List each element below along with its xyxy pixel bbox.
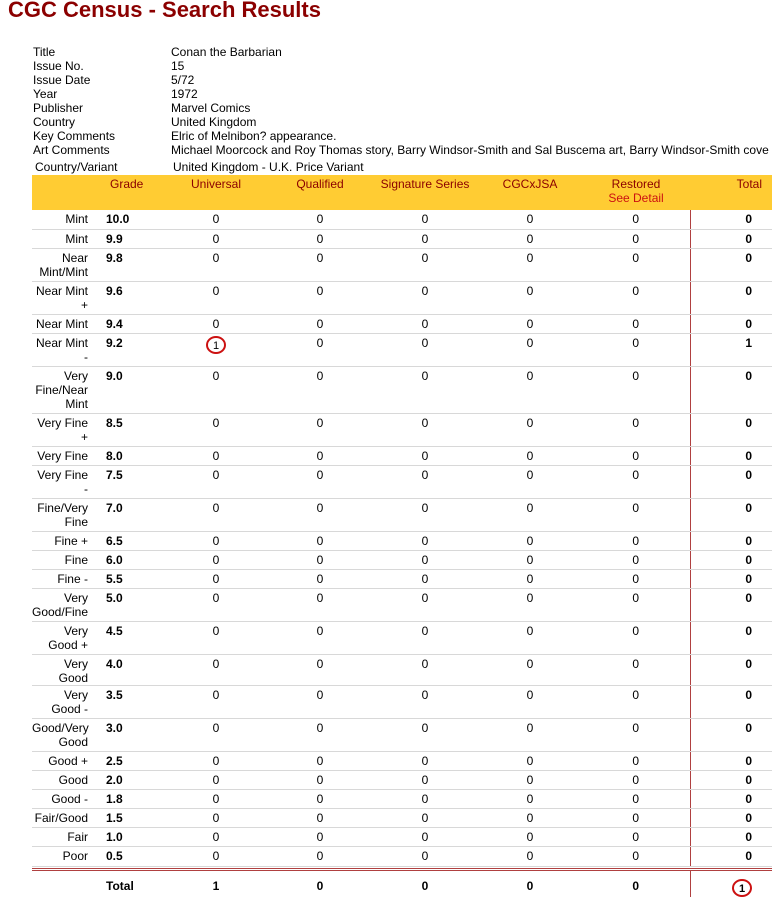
cgcxjsa-count: 0: [478, 621, 582, 654]
table-row: [32, 248, 772, 281]
table-row: [32, 621, 772, 654]
restored-count: 0: [582, 808, 690, 827]
table-row: [32, 531, 772, 550]
table-row: [32, 654, 772, 685]
grade-number: 9.0: [98, 366, 164, 413]
restored-count: 0: [582, 366, 690, 413]
signature-count: 0: [372, 654, 478, 685]
grade-description: Very Fine/Near Mint: [32, 366, 98, 413]
info-value: 5/72: [171, 73, 195, 87]
grade-number: 8.0: [98, 446, 164, 465]
total-count: 0: [690, 808, 772, 827]
cgcxjsa-count: 0: [478, 654, 582, 685]
grand-total-value: 1: [732, 879, 752, 897]
qualified-count: 0: [268, 550, 372, 569]
info-row: [33, 73, 769, 87]
restored-count: 0: [582, 588, 690, 621]
universal-count: 0: [164, 789, 268, 808]
grade-description: Mint: [32, 229, 98, 248]
universal-count: 0: [164, 569, 268, 588]
census-table: [32, 175, 772, 897]
restored-count: 0: [582, 314, 690, 333]
grade-number: 5.5: [98, 569, 164, 588]
info-row: [33, 129, 769, 143]
cgcxjsa-count: 0: [478, 210, 582, 229]
signature-count: 0: [372, 413, 478, 446]
grade-number: 3.0: [98, 718, 164, 751]
grade-number: 6.5: [98, 531, 164, 550]
grade-description: Fair: [32, 827, 98, 846]
page-title: CGC Census - Search Results: [8, 0, 321, 22]
total-count: 0: [690, 789, 772, 808]
table-row: [32, 588, 772, 621]
cgcxjsa-count: 0: [478, 314, 582, 333]
qualified-count: 0: [268, 531, 372, 550]
restored-count: 0: [582, 789, 690, 808]
info-label: Art Comments: [33, 143, 110, 157]
grade-description: Poor: [32, 846, 98, 866]
restored-count: 0: [582, 413, 690, 446]
grade-number: 9.4: [98, 314, 164, 333]
grade-number: 9.2: [98, 333, 164, 366]
cgcxjsa-count: 0: [478, 229, 582, 248]
info-value: Elric of Melnibon? appearance.: [171, 129, 337, 143]
info-label: Key Comments: [33, 129, 116, 143]
total-count: 0: [690, 248, 772, 281]
universal-count: 0: [164, 229, 268, 248]
info-row: [33, 101, 769, 115]
total-count: 0: [690, 366, 772, 413]
total-count: 0: [690, 229, 772, 248]
table-row: [32, 210, 772, 229]
qualified-count: 0: [268, 229, 372, 248]
universal-count: 0: [164, 621, 268, 654]
info-label: Country: [33, 115, 76, 129]
total-count: 0: [690, 314, 772, 333]
signature-count: 0: [372, 229, 478, 248]
qualified-count: 0: [268, 446, 372, 465]
universal-count: 0: [164, 751, 268, 770]
grade-number: 2.5: [98, 751, 164, 770]
grade-description: Very Fine: [32, 446, 98, 465]
qualified-total: 0: [316, 878, 324, 893]
signature-count: 0: [372, 248, 478, 281]
cgcxjsa-count: 0: [478, 846, 582, 866]
universal-count: 0: [164, 550, 268, 569]
grade-description: Very Fine -: [32, 465, 98, 498]
info-value: United Kingdom: [171, 115, 257, 129]
cgcxjsa-count: 0: [478, 789, 582, 808]
qualified-count: 0: [268, 751, 372, 770]
table-row: [32, 789, 772, 808]
grade-number: 7.0: [98, 498, 164, 531]
restored-count: 0: [582, 446, 690, 465]
signature-count: 0: [372, 465, 478, 498]
universal-count: 0: [164, 588, 268, 621]
universal-header: Universal: [164, 175, 268, 210]
table-row: [32, 498, 772, 531]
signature-count: 0: [372, 718, 478, 751]
signature-count: 0: [372, 498, 478, 531]
signature-count: 0: [372, 770, 478, 789]
qualified-count: 0: [268, 770, 372, 789]
info-label: Issue No.: [33, 59, 84, 73]
cgcxjsa-count: 0: [478, 808, 582, 827]
signature-count: 0: [372, 366, 478, 413]
restored-count: 0: [582, 751, 690, 770]
total-count: 1: [690, 333, 772, 366]
grade-description: Fine/Very Fine: [32, 498, 98, 531]
table-row: [32, 846, 772, 866]
signature-count: 0: [372, 569, 478, 588]
restored-count: 0: [582, 498, 690, 531]
universal-count: 0: [164, 248, 268, 281]
info-value: Conan the Barbarian: [171, 45, 282, 59]
table-row: [32, 465, 772, 498]
grade-number: 9.8: [98, 248, 164, 281]
table-row: [32, 550, 772, 569]
totals-spacer: [32, 869, 98, 897]
grade-header: Grade: [32, 175, 164, 210]
grade-number: 3.5: [98, 685, 164, 718]
total-count: 0: [690, 588, 772, 621]
signature-count: 0: [372, 281, 478, 314]
grade-number: 10.0: [98, 210, 164, 229]
total-count: 0: [690, 846, 772, 866]
qualified-count: 0: [268, 685, 372, 718]
qualified-count: 0: [268, 498, 372, 531]
info-row: [33, 115, 769, 129]
grade-description: Fine -: [32, 569, 98, 588]
total-count: 0: [690, 446, 772, 465]
info-label: Publisher: [33, 101, 84, 115]
grade-number: 6.0: [98, 550, 164, 569]
cgcxjsa-count: 0: [478, 281, 582, 314]
restored-count: 0: [582, 229, 690, 248]
grade-number: 9.9: [98, 229, 164, 248]
qualified-count: 0: [268, 333, 372, 366]
qualified-count: 0: [268, 281, 372, 314]
grade-number: 8.5: [98, 413, 164, 446]
total-count: 0: [690, 621, 772, 654]
qualified-count: 0: [268, 210, 372, 229]
table-row: [32, 413, 772, 446]
signature-count: 0: [372, 621, 478, 654]
universal-count: 0: [164, 654, 268, 685]
table-header-row: [32, 175, 772, 210]
total-count: 0: [690, 751, 772, 770]
grade-description: Good/Very Good: [32, 718, 98, 751]
cgcxjsa-count: 0: [478, 498, 582, 531]
universal-count: 0: [164, 465, 268, 498]
cgcxjsa-count: 0: [478, 465, 582, 498]
country-variant-label: Country/Variant: [35, 160, 118, 174]
cgcxjsa-count: 0: [478, 366, 582, 413]
cgcxjsa-count: 0: [478, 333, 582, 366]
grand-total: [690, 869, 772, 897]
total-count: 0: [690, 531, 772, 550]
issue-info: [33, 45, 769, 157]
signature-count: 0: [372, 588, 478, 621]
qualified-count: 0: [268, 808, 372, 827]
qualified-count: 0: [268, 366, 372, 413]
restored-label: Restored: [611, 177, 661, 191]
info-row: [33, 87, 769, 101]
table-row: [32, 366, 772, 413]
table-row: [32, 685, 772, 718]
restored-total: 0: [582, 869, 690, 897]
signature-count: 0: [372, 333, 478, 366]
signature-count: 0: [372, 314, 478, 333]
total-count: 0: [690, 465, 772, 498]
grade-number: 1.0: [98, 827, 164, 846]
table-row: [32, 229, 772, 248]
info-label: Year: [33, 87, 58, 101]
grade-number: 7.5: [98, 465, 164, 498]
restored-count: 0: [582, 621, 690, 654]
cgcxjsa-count: 0: [478, 531, 582, 550]
restored-count: 0: [582, 550, 690, 569]
signature-count: 0: [372, 210, 478, 229]
restored-count: 0: [582, 210, 690, 229]
signature-count: 0: [372, 550, 478, 569]
universal-count: [164, 333, 268, 366]
restored-count: 0: [582, 654, 690, 685]
grade-description: Near Mint +: [32, 281, 98, 314]
info-row: [33, 59, 769, 73]
grade-description: Good: [32, 770, 98, 789]
cgcxjsa-count: 0: [478, 569, 582, 588]
qualified-count: 0: [268, 827, 372, 846]
country-variant: [35, 160, 364, 174]
restored-count: 0: [582, 248, 690, 281]
universal-count: 0: [164, 413, 268, 446]
totals-row: [32, 869, 772, 897]
grade-description: Good -: [32, 789, 98, 808]
restored-count: 0: [582, 333, 690, 366]
universal-count: 0: [164, 827, 268, 846]
signature-count: 0: [372, 751, 478, 770]
universal-count: 0: [164, 446, 268, 465]
grade-number: 5.0: [98, 588, 164, 621]
grade-description: Very Fine +: [32, 413, 98, 446]
qualified-header: Qualified: [268, 175, 372, 210]
grade-description: Very Good +: [32, 621, 98, 654]
grade-number: 9.6: [98, 281, 164, 314]
grade-number: 4.5: [98, 621, 164, 654]
universal-count: 0: [164, 685, 268, 718]
table-row: [32, 281, 772, 314]
cgcxjsa-total: 0: [526, 878, 534, 893]
total-count: 0: [690, 685, 772, 718]
table-row: [32, 569, 772, 588]
universal-count-value: 1: [206, 336, 226, 354]
signature-series-header: Signature Series: [372, 175, 478, 210]
cgcxjsa-header: CGCxJSA: [478, 175, 582, 210]
total-count: 0: [690, 550, 772, 569]
see-detail-link[interactable]: See Detail: [608, 191, 664, 205]
qualified-count: 0: [268, 621, 372, 654]
cgcxjsa-count: 0: [478, 685, 582, 718]
table-row: [32, 770, 772, 789]
restored-count: 0: [582, 718, 690, 751]
grade-number: 2.0: [98, 770, 164, 789]
grade-description: Good +: [32, 751, 98, 770]
universal-count: 0: [164, 531, 268, 550]
grade-number: 0.5: [98, 846, 164, 866]
grade-description: Very Good: [32, 654, 98, 685]
restored-count: 0: [582, 465, 690, 498]
qualified-count: 0: [268, 789, 372, 808]
table-row: [32, 751, 772, 770]
total-count: 0: [690, 413, 772, 446]
total-count: 0: [690, 654, 772, 685]
qualified-count: 0: [268, 248, 372, 281]
universal-count: 0: [164, 498, 268, 531]
signature-count: 0: [372, 446, 478, 465]
info-value: Marvel Comics: [171, 101, 251, 115]
table-row: [32, 827, 772, 846]
info-row: [33, 45, 769, 59]
total-count: 0: [690, 827, 772, 846]
qualified-count: 0: [268, 314, 372, 333]
grade-description: Fine +: [32, 531, 98, 550]
signature-total: 0: [421, 878, 429, 893]
qualified-count: 0: [268, 569, 372, 588]
info-value: 15: [171, 59, 185, 73]
cgcxjsa-count: 0: [478, 751, 582, 770]
info-label: Title: [33, 45, 56, 59]
cgcxjsa-count: 0: [478, 550, 582, 569]
total-count: 0: [690, 718, 772, 751]
grade-description: Near Mint/Mint: [32, 248, 98, 281]
restored-count: 0: [582, 827, 690, 846]
table-row: [32, 314, 772, 333]
signature-count: 0: [372, 846, 478, 866]
cgcxjsa-count: 0: [478, 413, 582, 446]
cgcxjsa-count: 0: [478, 588, 582, 621]
signature-count: 0: [372, 808, 478, 827]
grade-description: Mint: [32, 210, 98, 229]
grade-number: 1.5: [98, 808, 164, 827]
restored-count: 0: [582, 569, 690, 588]
signature-count: 0: [372, 531, 478, 550]
totals-label: Total: [106, 878, 134, 893]
table-row: [32, 718, 772, 751]
info-row: [33, 143, 769, 157]
qualified-count: 0: [268, 846, 372, 866]
total-count: 0: [690, 770, 772, 789]
table-row: [32, 333, 772, 366]
table-row: [32, 808, 772, 827]
total-count: 0: [690, 498, 772, 531]
qualified-count: 0: [268, 588, 372, 621]
cgcxjsa-count: 0: [478, 718, 582, 751]
restored-header: [582, 175, 690, 210]
signature-count: 0: [372, 789, 478, 808]
universal-count: 0: [164, 281, 268, 314]
restored-count: 0: [582, 770, 690, 789]
signature-count: 0: [372, 685, 478, 718]
universal-count: 0: [164, 808, 268, 827]
universal-count: 0: [164, 314, 268, 333]
grade-description: Fine: [32, 550, 98, 569]
universal-count: 0: [164, 770, 268, 789]
restored-count: 0: [582, 846, 690, 866]
restored-count: 0: [582, 685, 690, 718]
info-value: 1972: [171, 87, 198, 101]
grade-description: Very Good -: [32, 685, 98, 718]
cgcxjsa-count: 0: [478, 446, 582, 465]
grade-description: Fair/Good: [32, 808, 98, 827]
restored-count: 0: [582, 281, 690, 314]
total-count: 0: [690, 569, 772, 588]
signature-count: 0: [372, 827, 478, 846]
total-count: 0: [690, 210, 772, 229]
qualified-count: 0: [268, 413, 372, 446]
total-count: 0: [690, 281, 772, 314]
qualified-count: 0: [268, 654, 372, 685]
grade-description: Very Good/Fine: [32, 588, 98, 621]
grade-number: 1.8: [98, 789, 164, 808]
grade-description: Near Mint: [32, 314, 98, 333]
cgcxjsa-count: 0: [478, 770, 582, 789]
info-value: Michael Moorcock and Roy Thomas story, Barry Windsor-Smith and Sal Buscema art, Barry Windsor-Smith cove: [171, 143, 769, 157]
qualified-count: 0: [268, 465, 372, 498]
universal-total: 1: [212, 878, 220, 893]
universal-count: 0: [164, 718, 268, 751]
total-header: Total: [690, 175, 772, 210]
qualified-count: 0: [268, 718, 372, 751]
cgcxjsa-count: 0: [478, 827, 582, 846]
table-row: [32, 446, 772, 465]
universal-count: 0: [164, 210, 268, 229]
cgcxjsa-count: 0: [478, 248, 582, 281]
restored-count: 0: [582, 531, 690, 550]
country-variant-value: United Kingdom - U.K. Price Variant: [173, 160, 364, 174]
grade-number: 4.0: [98, 654, 164, 685]
info-label: Issue Date: [33, 73, 91, 87]
grade-description: Near Mint -: [32, 333, 98, 366]
universal-count: 0: [164, 846, 268, 866]
universal-count: 0: [164, 366, 268, 413]
